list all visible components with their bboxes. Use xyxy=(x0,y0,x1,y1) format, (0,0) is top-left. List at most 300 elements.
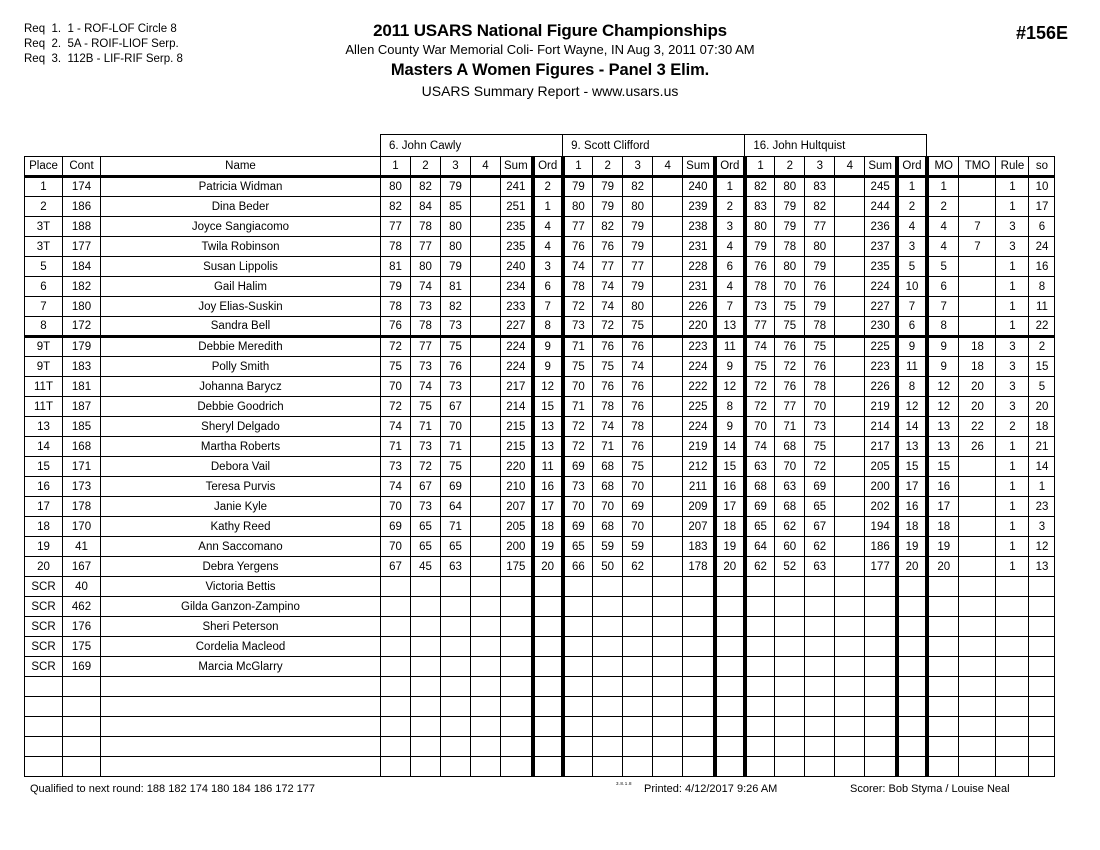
cell-j3-f2: 52 xyxy=(775,557,805,577)
cell-j3-f3 xyxy=(805,637,835,657)
cell-j2-sum xyxy=(683,637,715,657)
cell-j1-f3 xyxy=(441,657,471,677)
cell-name: Janie Kyle xyxy=(101,497,381,517)
cell-so: 23 xyxy=(1029,497,1055,517)
cell-j2-f4 xyxy=(653,697,683,717)
cell-j2-sum: 222 xyxy=(683,377,715,397)
cell-j2-f2 xyxy=(593,717,623,737)
cell-rule: 3 xyxy=(996,377,1029,397)
cell-j1-f2: 65 xyxy=(411,537,441,557)
cell-j3-sum xyxy=(865,577,897,597)
printed-stamp: Printed: 4/12/2017 9:26 AM xyxy=(644,783,778,795)
cell-j1-f2: 80 xyxy=(411,257,441,277)
cell-j2-f3: 76 xyxy=(623,397,653,417)
cell-so: 18 xyxy=(1029,417,1055,437)
cell-j2-f2: 77 xyxy=(593,257,623,277)
col-head-j3-f4: 4 xyxy=(835,157,865,177)
cell-j1-f4 xyxy=(471,637,501,657)
cell-j3-sum: 227 xyxy=(865,297,897,317)
cell-j1-f2: 73 xyxy=(411,497,441,517)
cell-j2-f1: 78 xyxy=(563,277,593,297)
cell-j1-f1: 78 xyxy=(381,297,411,317)
cell-j1-f3: 81 xyxy=(441,277,471,297)
division-title: Masters A Women Figures - Panel 3 Elim. xyxy=(390,61,710,79)
cell-mo: 6 xyxy=(927,277,959,297)
cell-j2-sum xyxy=(683,757,715,777)
judge-header-spacer-right xyxy=(927,135,1055,157)
cell-j2-f3 xyxy=(623,617,653,637)
table-row[interactable] xyxy=(25,357,1055,377)
cell-j2-ord: 16 xyxy=(715,477,745,497)
cell-j3-f1 xyxy=(745,677,775,697)
cell-j2-sum: 231 xyxy=(683,237,715,257)
cell-j1-f4 xyxy=(471,457,501,477)
cell-j2-f1 xyxy=(563,617,593,637)
cell-j2-f2: 76 xyxy=(593,377,623,397)
cell-j1-sum: 207 xyxy=(501,497,533,517)
cell-j3-f3: 70 xyxy=(805,397,835,417)
cell-name: Susan Lippolis xyxy=(101,257,381,277)
table-row[interactable] xyxy=(25,497,1055,517)
cell-j2-f1 xyxy=(563,757,593,777)
cell-j3-ord xyxy=(897,717,927,737)
cell-j3-ord: 12 xyxy=(897,397,927,417)
cell-cont: 173 xyxy=(63,477,101,497)
cell-tmo xyxy=(959,297,996,317)
cell-j1-f4 xyxy=(471,237,501,257)
cell-mo xyxy=(927,657,959,677)
cell-j2-sum: 228 xyxy=(683,257,715,277)
cell-j3-f3: 63 xyxy=(805,557,835,577)
cell-j3-ord: 5 xyxy=(897,257,927,277)
cell-j2-f4 xyxy=(653,237,683,257)
cell-j3-ord: 7 xyxy=(897,297,927,317)
cell-cont: 181 xyxy=(63,377,101,397)
cell-j3-f1: 79 xyxy=(745,237,775,257)
table-row[interactable] xyxy=(25,397,1055,417)
cell-rule xyxy=(996,697,1029,717)
cell-mo xyxy=(927,677,959,697)
cell-j1-f3 xyxy=(441,597,471,617)
cell-tmo xyxy=(959,657,996,677)
cell-j3-sum xyxy=(865,697,897,717)
cell-so xyxy=(1029,737,1055,757)
cell-j3-f1: 72 xyxy=(745,377,775,397)
cell-j2-f4 xyxy=(653,377,683,397)
cell-name xyxy=(101,717,381,737)
cell-name: Patricia Widman xyxy=(101,177,381,197)
table-row[interactable] xyxy=(25,377,1055,397)
cell-j3-f2: 76 xyxy=(775,377,805,397)
cell-j2-f1: 66 xyxy=(563,557,593,577)
cell-tmo: 20 xyxy=(959,377,996,397)
cell-place: 3T xyxy=(25,237,63,257)
cell-j2-ord: 6 xyxy=(715,257,745,277)
cell-j3-f1: 78 xyxy=(745,277,775,297)
cell-j3-f1: 83 xyxy=(745,197,775,217)
col-head-j1-sum: Sum xyxy=(501,157,533,177)
cell-place: 16 xyxy=(25,477,63,497)
cell-j1-ord: 2 xyxy=(533,177,563,197)
cell-j2-sum: 223 xyxy=(683,337,715,357)
cell-j1-sum: 175 xyxy=(501,557,533,577)
cell-j2-f1: 69 xyxy=(563,517,593,537)
cell-j1-f2: 77 xyxy=(411,337,441,357)
cell-j3-f2 xyxy=(775,577,805,597)
cell-j3-f3: 69 xyxy=(805,477,835,497)
cell-j1-sum xyxy=(501,577,533,597)
cell-j2-f3: 75 xyxy=(623,457,653,477)
cell-j1-f1: 70 xyxy=(381,497,411,517)
cell-j2-f1 xyxy=(563,597,593,617)
cell-j3-sum: 235 xyxy=(865,257,897,277)
cell-j2-sum: 239 xyxy=(683,197,715,217)
cell-tmo xyxy=(959,757,996,777)
cell-j1-f4 xyxy=(471,697,501,717)
cell-j2-f4 xyxy=(653,217,683,237)
cell-mo: 8 xyxy=(927,317,959,337)
cell-j3-ord: 20 xyxy=(897,557,927,577)
cell-j3-f1: 77 xyxy=(745,317,775,337)
cell-mo xyxy=(927,637,959,657)
cell-j3-f1: 64 xyxy=(745,537,775,557)
cell-j1-sum: 234 xyxy=(501,277,533,297)
cell-j2-f2 xyxy=(593,577,623,597)
cell-j1-ord: 11 xyxy=(533,457,563,477)
cell-name xyxy=(101,697,381,717)
cell-mo: 1 xyxy=(927,177,959,197)
cell-j1-f4 xyxy=(471,337,501,357)
cell-j2-f1 xyxy=(563,577,593,597)
cell-mo xyxy=(927,617,959,637)
cell-j3-f1: 68 xyxy=(745,477,775,497)
table-row[interactable] xyxy=(25,517,1055,537)
cell-j1-f4 xyxy=(471,437,501,457)
cell-place: 19 xyxy=(25,537,63,557)
table-row[interactable] xyxy=(25,197,1055,217)
cell-rule xyxy=(996,577,1029,597)
cell-j2-f4 xyxy=(653,657,683,677)
cell-j2-f1: 73 xyxy=(563,477,593,497)
col-head-j1-f3: 3 xyxy=(441,157,471,177)
table-row[interactable] xyxy=(25,757,1055,777)
cell-so xyxy=(1029,697,1055,717)
cell-place: 8 xyxy=(25,317,63,337)
cell-j2-ord xyxy=(715,597,745,617)
cell-so xyxy=(1029,757,1055,777)
cell-j3-f4 xyxy=(835,537,865,557)
cell-j2-f2 xyxy=(593,697,623,717)
cell-j3-sum: 225 xyxy=(865,337,897,357)
cell-j2-f3 xyxy=(623,597,653,617)
table-row[interactable] xyxy=(25,637,1055,657)
cell-j1-f3 xyxy=(441,617,471,637)
cell-j1-f2: 45 xyxy=(411,557,441,577)
cell-tmo xyxy=(959,177,996,197)
table-row[interactable] xyxy=(25,557,1055,577)
table-row[interactable] xyxy=(25,577,1055,597)
cell-j3-f4 xyxy=(835,317,865,337)
table-row[interactable] xyxy=(25,297,1055,317)
cell-j3-ord: 11 xyxy=(897,357,927,377)
cell-j3-f1: 75 xyxy=(745,357,775,377)
cell-mo: 4 xyxy=(927,217,959,237)
cell-j1-sum: 233 xyxy=(501,297,533,317)
table-row[interactable] xyxy=(25,337,1055,357)
cell-rule: 3 xyxy=(996,357,1029,377)
cell-so: 3 xyxy=(1029,517,1055,537)
table-row[interactable] xyxy=(25,417,1055,437)
column-header-row xyxy=(25,157,1055,177)
cell-name: Polly Smith xyxy=(101,357,381,377)
cell-mo: 4 xyxy=(927,237,959,257)
table-row[interactable] xyxy=(25,477,1055,497)
cell-j1-f1: 80 xyxy=(381,177,411,197)
cell-j2-f3: 76 xyxy=(623,437,653,457)
cell-j2-f3: 82 xyxy=(623,177,653,197)
cell-name: Debora Vail xyxy=(101,457,381,477)
cell-j3-f2: 68 xyxy=(775,497,805,517)
cell-j3-sum: 219 xyxy=(865,397,897,417)
cell-j3-ord xyxy=(897,577,927,597)
cell-j2-f1: 74 xyxy=(563,257,593,277)
cell-j2-f1: 69 xyxy=(563,457,593,477)
cell-tmo xyxy=(959,537,996,557)
table-row[interactable] xyxy=(25,697,1055,717)
cell-j2-f1: 72 xyxy=(563,297,593,317)
cell-so: 20 xyxy=(1029,397,1055,417)
cell-rule xyxy=(996,717,1029,737)
cell-rule: 1 xyxy=(996,297,1029,317)
cell-j2-ord: 4 xyxy=(715,237,745,257)
cell-j3-f1: 73 xyxy=(745,297,775,317)
cell-j1-f1: 79 xyxy=(381,277,411,297)
cell-j2-f2: 68 xyxy=(593,457,623,477)
cell-j1-sum: 224 xyxy=(501,357,533,377)
cell-j3-f2: 80 xyxy=(775,177,805,197)
cell-name: Debbie Meredith xyxy=(101,337,381,357)
col-head-so: so xyxy=(1029,157,1055,177)
cell-so: 22 xyxy=(1029,317,1055,337)
cell-j3-sum: 186 xyxy=(865,537,897,557)
cell-j1-ord: 4 xyxy=(533,237,563,257)
cell-j2-f1 xyxy=(563,717,593,737)
cell-j3-ord: 3 xyxy=(897,237,927,257)
cell-j1-f2 xyxy=(411,657,441,677)
cell-j3-f3: 78 xyxy=(805,317,835,337)
cell-j1-f1: 78 xyxy=(381,237,411,257)
cell-j1-f2: 84 xyxy=(411,197,441,217)
table-row[interactable] xyxy=(25,437,1055,457)
cell-j2-f3 xyxy=(623,737,653,757)
cell-j3-f3: 65 xyxy=(805,497,835,517)
cell-j1-sum xyxy=(501,677,533,697)
cell-so: 17 xyxy=(1029,197,1055,217)
cell-rule: 1 xyxy=(996,497,1029,517)
cell-j2-f2: 68 xyxy=(593,517,623,537)
cell-name: Sandra Bell xyxy=(101,317,381,337)
cell-cont xyxy=(63,697,101,717)
cell-j1-f2: 65 xyxy=(411,517,441,537)
cell-j2-ord: 9 xyxy=(715,357,745,377)
cell-mo: 20 xyxy=(927,557,959,577)
cell-tmo: 18 xyxy=(959,357,996,377)
cell-j2-f3 xyxy=(623,757,653,777)
cell-j1-f3 xyxy=(441,637,471,657)
cell-j1-f4 xyxy=(471,177,501,197)
table-row[interactable] xyxy=(25,277,1055,297)
cell-so: 2 xyxy=(1029,337,1055,357)
cell-place: 7 xyxy=(25,297,63,317)
cell-j3-f4 xyxy=(835,197,865,217)
cell-j1-f2: 67 xyxy=(411,477,441,497)
cell-j1-f3 xyxy=(441,577,471,597)
table-row[interactable] xyxy=(25,537,1055,557)
cell-j2-f4 xyxy=(653,717,683,737)
cell-j2-f4 xyxy=(653,597,683,617)
cell-j3-sum: 237 xyxy=(865,237,897,257)
cell-name: Martha Roberts xyxy=(101,437,381,457)
cell-place: 18 xyxy=(25,517,63,537)
cell-j3-sum: 244 xyxy=(865,197,897,217)
cell-j3-f2: 75 xyxy=(775,297,805,317)
cell-j1-f1: 71 xyxy=(381,437,411,457)
cell-j1-f3 xyxy=(441,677,471,697)
cell-j1-f3: 79 xyxy=(441,257,471,277)
cell-j2-sum: 238 xyxy=(683,217,715,237)
cell-j2-f1: 70 xyxy=(563,497,593,517)
cell-j1-f4 xyxy=(471,377,501,397)
cell-j2-f4 xyxy=(653,437,683,457)
cell-cont: 171 xyxy=(63,457,101,477)
cell-tmo xyxy=(959,597,996,617)
cell-j3-sum: 245 xyxy=(865,177,897,197)
event-title: 2011 USARS National Figure Championships xyxy=(373,21,727,40)
table-row[interactable] xyxy=(25,597,1055,617)
col-head-j3-f1: 1 xyxy=(745,157,775,177)
cell-cont: 186 xyxy=(63,197,101,217)
cell-j2-f2: 78 xyxy=(593,397,623,417)
cell-mo xyxy=(927,717,959,737)
cell-tmo: 7 xyxy=(959,237,996,257)
col-head-j2-f3: 3 xyxy=(623,157,653,177)
cell-j3-f2 xyxy=(775,737,805,757)
table-row[interactable] xyxy=(25,677,1055,697)
table-row[interactable] xyxy=(25,617,1055,637)
table-row[interactable] xyxy=(25,257,1055,277)
cell-j2-ord xyxy=(715,617,745,637)
cell-j1-ord: 17 xyxy=(533,497,563,517)
cell-cont: 174 xyxy=(63,177,101,197)
cell-mo: 17 xyxy=(927,497,959,517)
cell-j3-ord: 19 xyxy=(897,537,927,557)
cell-j2-f1: 76 xyxy=(563,237,593,257)
cell-name: Victoria Bettis xyxy=(101,577,381,597)
cell-j3-f1: 82 xyxy=(745,177,775,197)
cell-j3-sum: 217 xyxy=(865,437,897,457)
cell-j1-ord: 9 xyxy=(533,337,563,357)
cell-j3-sum: 194 xyxy=(865,517,897,537)
table-row[interactable] xyxy=(25,457,1055,477)
cell-j1-f4 xyxy=(471,537,501,557)
table-row[interactable] xyxy=(25,737,1055,757)
cell-cont: 176 xyxy=(63,617,101,637)
cell-place: 2 xyxy=(25,197,63,217)
col-head-name: Name xyxy=(101,157,381,177)
cell-j3-f3: 62 xyxy=(805,537,835,557)
cell-cont xyxy=(63,757,101,777)
cell-cont xyxy=(63,677,101,697)
cell-j2-f1 xyxy=(563,697,593,717)
cell-j2-f3 xyxy=(623,697,653,717)
cell-j3-f2: 75 xyxy=(775,317,805,337)
cell-rule: 1 xyxy=(996,557,1029,577)
cell-j2-f4 xyxy=(653,517,683,537)
cell-j2-f3: 77 xyxy=(623,257,653,277)
cell-place: 11T xyxy=(25,377,63,397)
table-row[interactable] xyxy=(25,177,1055,197)
cell-j1-f2 xyxy=(411,577,441,597)
cell-j3-f1: 74 xyxy=(745,437,775,457)
cell-j2-f4 xyxy=(653,397,683,417)
cell-j2-ord: 13 xyxy=(715,317,745,337)
table-row[interactable] xyxy=(25,237,1055,257)
col-head-mo: MO xyxy=(927,157,959,177)
cell-place: SCR xyxy=(25,657,63,677)
requirement-3: Req 3. 112B - LIF-RIF Serp. 8 xyxy=(24,53,183,65)
cell-j1-sum: 251 xyxy=(501,197,533,217)
cell-j3-f4 xyxy=(835,577,865,597)
cell-j1-f4 xyxy=(471,417,501,437)
table-row[interactable] xyxy=(25,217,1055,237)
cell-j2-sum: 209 xyxy=(683,497,715,517)
cell-j3-f3: 73 xyxy=(805,417,835,437)
cell-j3-f2: 68 xyxy=(775,437,805,457)
cell-j1-sum: 215 xyxy=(501,417,533,437)
cell-j2-f2 xyxy=(593,657,623,677)
cell-j1-f3: 75 xyxy=(441,337,471,357)
cell-rule xyxy=(996,617,1029,637)
cell-rule: 1 xyxy=(996,177,1029,197)
cell-j2-ord xyxy=(715,677,745,697)
cell-rule: 3 xyxy=(996,237,1029,257)
cell-j2-f1: 71 xyxy=(563,397,593,417)
cell-so: 14 xyxy=(1029,457,1055,477)
cell-name: Sheri Peterson xyxy=(101,617,381,637)
col-head-j2-f2: 2 xyxy=(593,157,623,177)
cell-rule: 2 xyxy=(996,417,1029,437)
cell-j2-ord xyxy=(715,657,745,677)
table-row[interactable] xyxy=(25,317,1055,337)
cell-j1-f4 xyxy=(471,717,501,737)
cell-tmo: 7 xyxy=(959,217,996,237)
table-row[interactable] xyxy=(25,657,1055,677)
cell-so xyxy=(1029,717,1055,737)
cell-place: 6 xyxy=(25,277,63,297)
cell-j1-f4 xyxy=(471,217,501,237)
judge-3-name: 16. John Hultquist xyxy=(745,135,927,157)
cell-j3-f3 xyxy=(805,577,835,597)
cell-j3-f4 xyxy=(835,217,865,237)
cell-j3-f4 xyxy=(835,477,865,497)
cell-j2-f4 xyxy=(653,497,683,517)
cell-j2-f2: 68 xyxy=(593,477,623,497)
table-row[interactable] xyxy=(25,717,1055,737)
cell-j2-f3 xyxy=(623,637,653,657)
cell-mo: 2 xyxy=(927,197,959,217)
cell-j2-f2 xyxy=(593,637,623,657)
cell-j1-f1: 72 xyxy=(381,397,411,417)
